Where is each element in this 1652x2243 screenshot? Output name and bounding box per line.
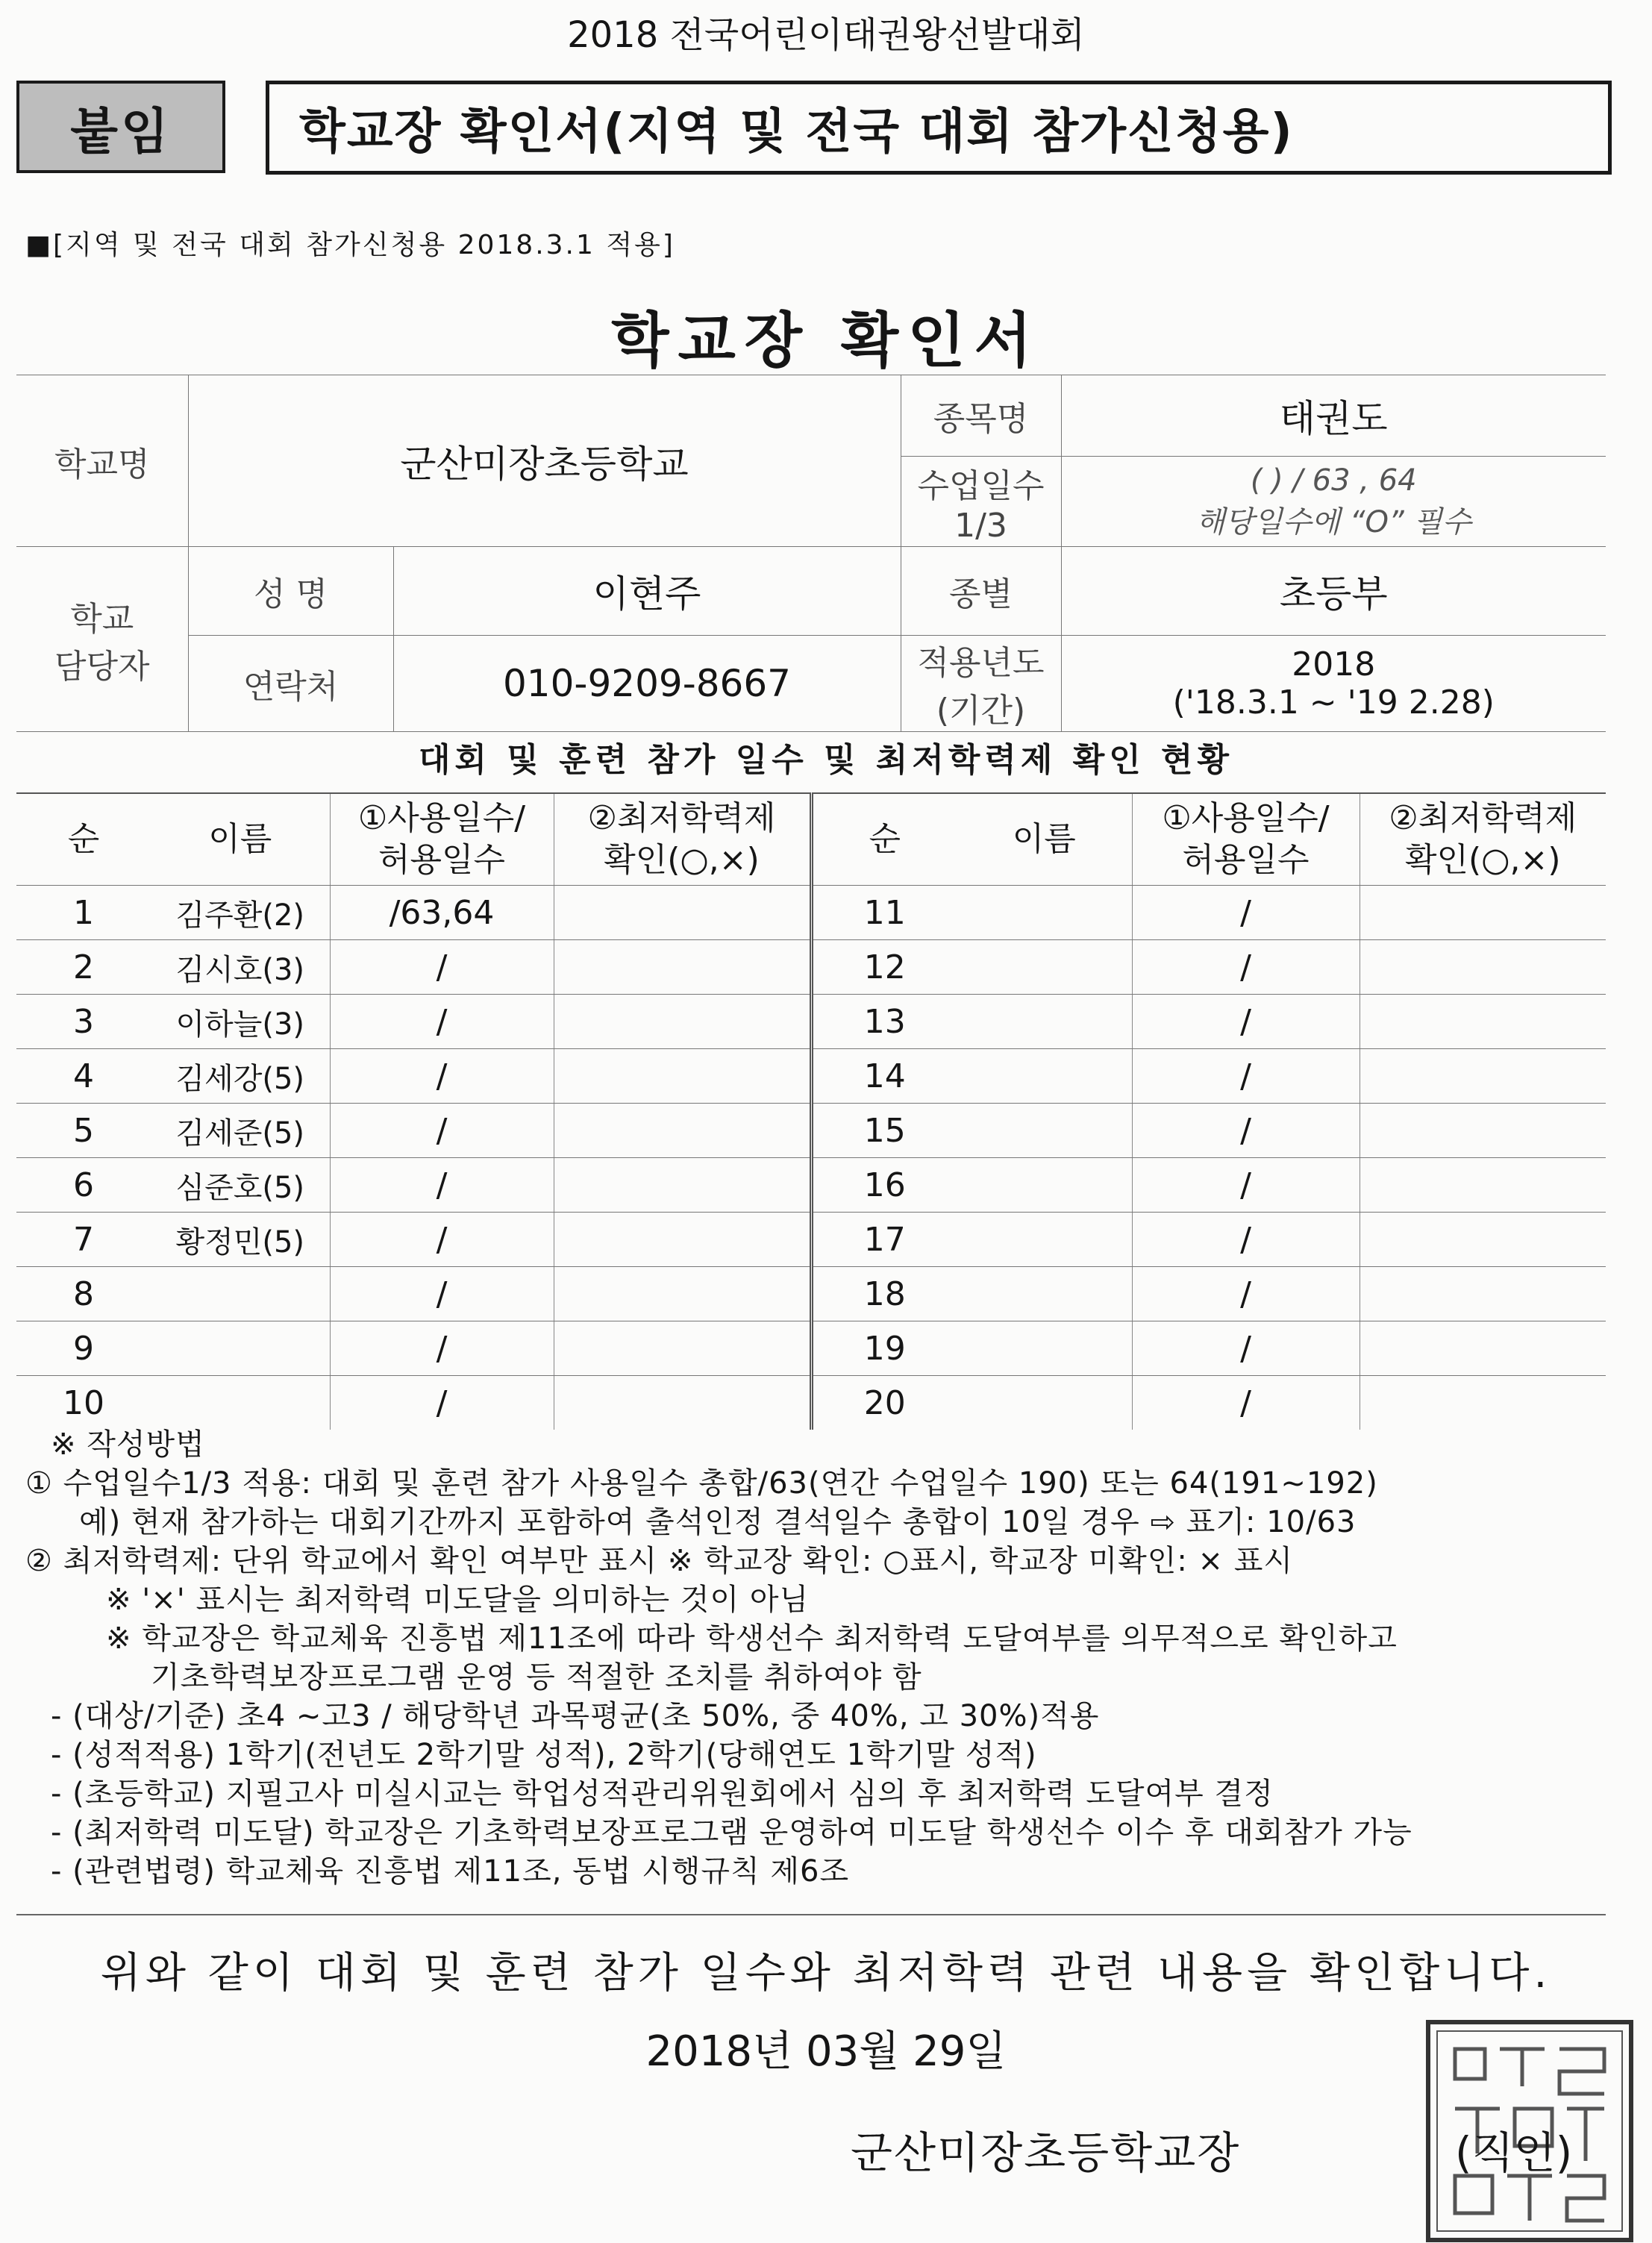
row-no: 2 [16,940,151,995]
table-row [16,1213,1606,1267]
row-min-right [1360,1376,1606,1430]
row-min-right [1360,1213,1606,1267]
instruction-line: 예) 현재 참가하는 대회기간까지 포함하여 출석인정 결석일수 총합이 10일 경우 ⇨ 표기: 10/63 [79,1505,1357,1539]
row-no-right: 16 [811,1158,957,1213]
row-no-right: 20 [811,1376,957,1430]
table-header-row [16,793,1606,886]
sport-value: 태권도 [1061,375,1606,457]
row-min [554,1158,811,1213]
document-title: 학교장 확인서 [611,306,1041,375]
attachment-tag: 붙임 [16,81,225,173]
section-title: 대회 및 훈련 참가 일수 및 최저학력제 확인 현황 [418,741,1234,779]
row-no: 8 [16,1267,151,1321]
event-title: 2018 전국어린이태권왕선발대회 [567,14,1085,56]
issue-date: 2018년 03월 29일 [645,2027,1007,2076]
row-days: / [330,1213,554,1267]
contact-value: 010-9209-8667 [393,636,901,732]
table-row [16,995,1606,1049]
row-min-right [1360,1049,1606,1104]
instruction-line: - (성적적용) 1학기(전년도 2학기말 성적), 2학기(당해연도 1학기말 성적) [51,1738,1037,1772]
category-value: 초등부 [1061,547,1606,636]
row-days-right: / [1132,940,1360,995]
instruction-line: ※ '×' 표시는 최저학력 미도달을 의미하는 것이 아님 [106,1583,810,1617]
row-min-right [1360,940,1606,995]
row-days-right: / [1132,995,1360,1049]
header-no: 순 [16,793,151,886]
header-min-right [1360,793,1606,886]
row-days: /63,64 [330,886,554,940]
school-name-value: 군산미장초등학교 [188,375,901,547]
row-days: / [330,995,554,1049]
row-min-right [1360,995,1606,1049]
header-title-box: 학교장 확인서(지역 및 전국 대회 참가신청용) [266,81,1612,175]
table-row [16,1104,1606,1158]
instruction-line: - (관련법령) 학교체육 진흥법 제11조, 동법 시행규칙 제6조 [51,1854,850,1889]
row-days-right: / [1132,1321,1360,1376]
header-name: 이름 [151,793,330,886]
row-no-right: 13 [811,995,957,1049]
school-name-label: 학교명 [16,375,188,547]
row-name [151,1376,330,1430]
year-value [1061,636,1606,732]
row-name: 김시호(3) [151,940,330,995]
row-days-right: / [1132,1267,1360,1321]
row-name-right [957,940,1132,995]
row-no-right: 15 [811,1104,957,1158]
row-no: 6 [16,1158,151,1213]
sport-label: 종목명 [901,375,1061,457]
header-days-line2: 허용일수 [378,841,505,879]
applied-note: ■[지역 및 전국 대회 참가신청용 2018.3.1 적용] [25,230,675,260]
row-name: 김세강(5) [151,1049,330,1104]
row-no-right: 14 [811,1049,957,1104]
confirmation-statement: 위와 같이 대회 및 훈련 참가 일수와 최저학력 관련 내용을 확인합니다. [100,1949,1552,1998]
school-info-table [16,375,1606,732]
row-no: 10 [63,1383,104,1422]
header-min-right-line2: 확인(○,×) [1404,841,1561,879]
row-min [554,1049,811,1104]
row-min [554,1321,811,1376]
row-days-right: / [1132,1158,1360,1213]
header-days-right-line2: 허용일수 [1182,841,1310,879]
row-min [554,995,811,1049]
table-row [16,940,1606,995]
row-name-right [957,1104,1132,1158]
row-min-right [1360,886,1606,940]
row-no-right: 12 [811,940,957,995]
row-min [554,940,811,995]
table-row [16,1267,1606,1321]
instruction-line: ② 최저학력제: 단위 학교에서 확인 여부만 표시 ※ 학교장 확인: ○표시, 학교장 미확인: × 표시 [25,1544,1294,1578]
header-days-right [1132,793,1360,886]
header-min [554,793,811,886]
row-min-right [1360,1267,1606,1321]
row-days-right: / [1132,1049,1360,1104]
class-days-label-line2: 1/3 [954,506,1007,545]
table-row [16,886,1606,940]
principal-title: 군산미장초등학교장 [851,2127,1241,2178]
row-no: 1 [16,886,151,940]
row-name-right [957,1158,1132,1213]
row-name-right [957,1376,1132,1430]
manager-label-line2: 담당자 [54,647,150,686]
row-no-right: 19 [811,1321,957,1376]
row-days: / [330,1376,554,1430]
name-value: 이현주 [393,547,901,636]
header-days [330,793,554,886]
table-row [16,1158,1606,1213]
instruction-line: - (초등학교) 지필고사 미실시교는 학업성적관리위원회에서 심의 후 최저학력 도달여부 결정 [51,1777,1274,1811]
row-min [554,1267,811,1321]
row-name: 김주환(2) [151,886,330,940]
row-days: / [330,1267,554,1321]
contact-label: 연락처 [188,636,393,732]
table-row [16,1049,1606,1104]
year-label-line2: (기간) [936,692,1026,730]
class-days-label-line1: 수업일수 [917,466,1045,505]
class-days-value-line1: ( ) / 63 , 64 [1250,463,1417,498]
year-value-line1: 2018 [1292,645,1376,683]
row-name: 황정민(5) [151,1213,330,1267]
row-name [151,1321,330,1376]
row-min [554,1376,811,1430]
row-min [554,886,811,940]
row-days: / [330,1321,554,1376]
instruction-line: 기초학력보장프로그램 운영 등 적절한 조치를 취하여야 함 [151,1660,922,1695]
row-no-right: 17 [811,1213,957,1267]
row-no-right: 18 [811,1267,957,1321]
table-row [16,1321,1606,1376]
row-days-right: / [1132,1104,1360,1158]
row-name: 심준호(5) [151,1158,330,1213]
row-no-right: 11 [811,886,957,940]
row-name: 김세준(5) [151,1104,330,1158]
instruction-line: ① 수업일수1/3 적용: 대회 및 훈련 참가 사용일수 총합/63(연간 수업일수 190) 또는 64(191~192) [25,1466,1378,1501]
row-no: 3 [16,995,151,1049]
table-row [16,1376,1606,1430]
instructions-heading: ※ 작성방법 [51,1427,205,1462]
row-no: 9 [16,1321,151,1376]
notes-divider [16,1914,1606,1915]
row-name-right [957,1213,1132,1267]
row-days: / [330,940,554,995]
row-min-right [1360,1321,1606,1376]
row-days-right: / [1132,1213,1360,1267]
row-name-right [957,1267,1132,1321]
row-name: 이하늘(3) [151,995,330,1049]
row-min [554,1213,811,1267]
year-value-line2: ('18.3.1 ~ '19 2.28) [1172,683,1495,722]
manager-label [16,547,188,732]
row-name-right [957,1049,1132,1104]
instructions [25,1425,1622,1891]
row-no: 4 [16,1049,151,1104]
category-label: 종별 [901,547,1061,636]
row-days: / [330,1049,554,1104]
participation-table [16,792,1606,1430]
year-label [901,636,1061,732]
header-min-line2: 확인(○,×) [604,841,760,879]
manager-label-line1: 학교 [70,599,134,638]
row-days-right: / [1132,1376,1360,1430]
row-min-right [1360,1104,1606,1158]
row-name-right [957,1321,1132,1376]
row-name-right [957,995,1132,1049]
row-no: 7 [16,1213,151,1267]
class-days-value [1061,457,1606,547]
header-min-right-line1: ②최저학력제 [1389,799,1577,837]
class-days-value-line2: 해당일수에 “O” 필수 [1195,505,1471,539]
instruction-line: - (대상/기준) 초4 ~고3 / 해당학년 과목평균(초 50%, 중 40%, 고 30%)적용 [51,1699,1100,1733]
seal-label: (직인) [1455,2127,1573,2178]
row-min-right [1360,1158,1606,1213]
header-name-right: 이름 [957,793,1132,886]
header-no-right: 순 [811,793,957,886]
header-days-line1: ①사용일수/ [357,799,526,837]
year-label-line1: 적용년도 [917,644,1045,682]
row-days-right: / [1132,886,1360,940]
row-no: 5 [16,1104,151,1158]
row-days: / [330,1158,554,1213]
row-days: / [330,1104,554,1158]
instruction-line: ※ 학교장은 학교체육 진흥법 제11조에 따라 학생선수 최저학력 도달여부를 의무적으로 확인하고 [106,1621,1398,1656]
row-name-right [957,886,1132,940]
row-name [151,1267,330,1321]
row-min [554,1104,811,1158]
class-days-label [901,457,1061,547]
name-label: 성 명 [188,547,393,636]
instruction-line: - (최저학력 미도달) 학교장은 기초학력보장프로그램 운영하여 미도달 학생선수 이수 후 대회참가 가능 [51,1815,1412,1850]
header-days-right-line1: ①사용일수/ [1162,799,1330,837]
header-min-line1: ②최저학력제 [587,799,776,837]
